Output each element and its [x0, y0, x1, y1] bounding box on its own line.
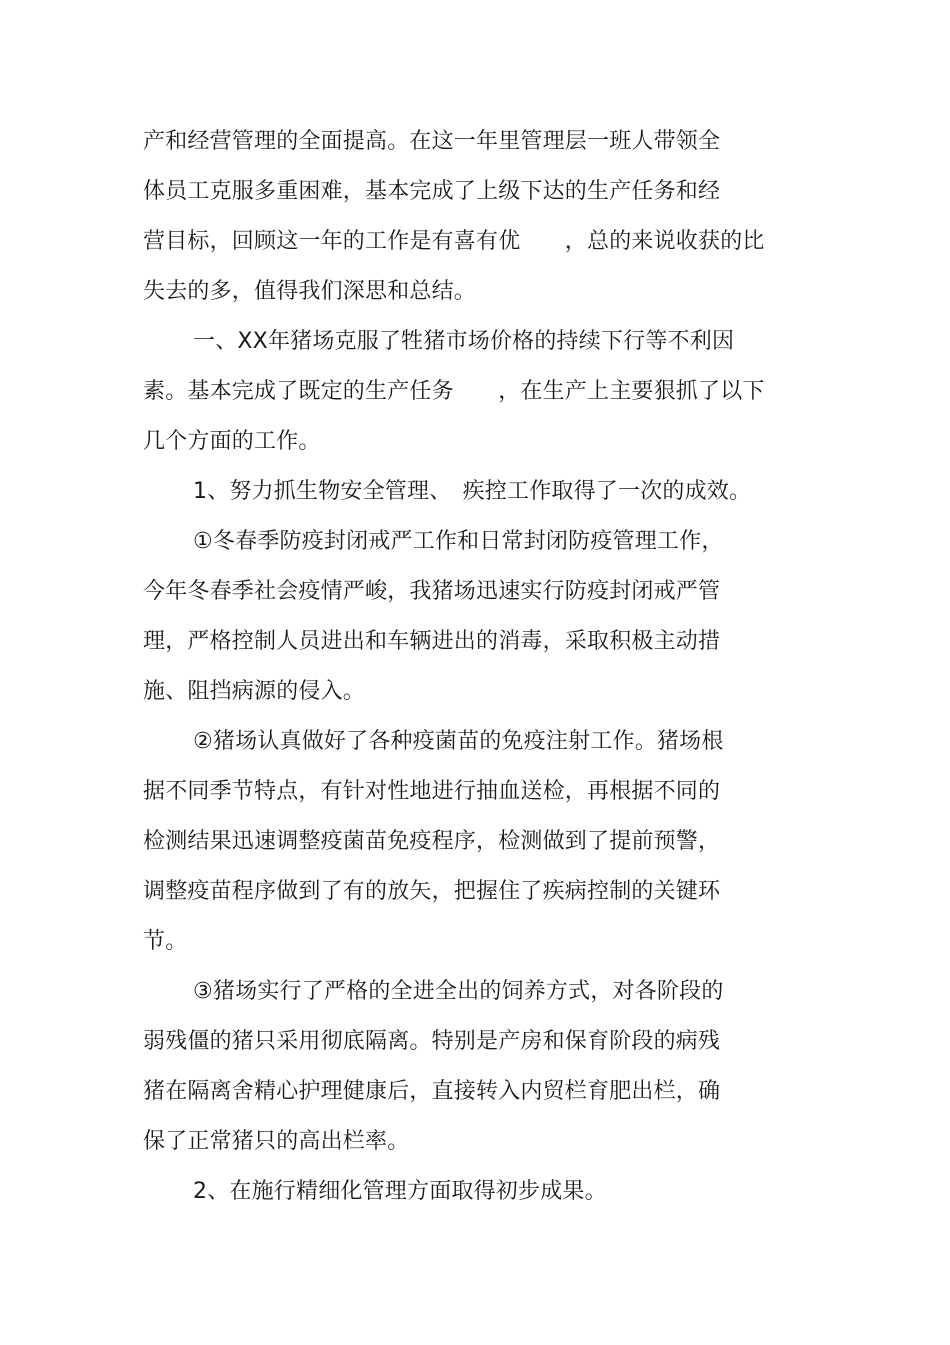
text-line: 检测结果迅速调整疫菌苗免疫程序，检测做到了提前预警，: [143, 829, 721, 854]
text-line: 失去的多，值得我们深思和总结。: [143, 279, 477, 304]
text-line: 保了正常猪只的高出栏率。: [143, 1129, 410, 1154]
text-line: 素。基本完成了既定的生产任务 ，在生产上主要狠抓了以下: [143, 379, 765, 404]
text-line: 调整疫苗程序做到了有的放矢，把握住了疾病控制的关键环: [143, 879, 721, 904]
section-heading-line: 1、努力抓生物安全管理、 疾控工作取得了一次的成效。: [193, 479, 752, 504]
text-line: 节。: [143, 929, 188, 954]
paragraph-start-line: 一、XX年猪场克服了牲猪市场价格的持续下行等不利因: [193, 329, 735, 354]
section-heading-line: 2、在施行精细化管理方面取得初步成果。: [193, 1179, 607, 1204]
text-line: 弱残僵的猪只采用彻底隔离。特别是产房和保育阶段的病残: [143, 1029, 721, 1054]
paragraph-start-line: ③猪场实行了严格的全进全出的饲养方式，对各阶段的: [193, 979, 724, 1004]
text-line: 几个方面的工作。: [143, 429, 321, 454]
paragraph-start-line: ①冬春季防疫封闭戒严工作和日常封闭防疫管理工作，: [193, 529, 724, 554]
text-line: 产和经营管理的全面提高。在这一年里管理层一班人带领全: [143, 129, 721, 154]
text-line: 今年冬春季社会疫情严峻，我猪场迅速实行防疫封闭戒严管: [143, 579, 721, 604]
text-line: 营目标，回顾这一年的工作是有喜有优 ，总的来说收获的比: [143, 229, 765, 254]
text-line: 施、阻挡病源的侵入。: [143, 679, 366, 704]
paragraph-start-line: ②猪场认真做好了各种疫菌苗的免疫注射工作。猪场根: [193, 729, 724, 754]
text-line: 据不同季节特点，有针对性地进行抽血送检，再根据不同的: [143, 779, 721, 804]
text-line: 体员工克服多重困难，基本完成了上级下达的生产任务和经: [143, 179, 721, 204]
text-line: 猪在隔离舍精心护理健康后，直接转入内贸栏育肥出栏，确: [143, 1079, 721, 1104]
text-line: 理，严格控制人员进出和车辆进出的消毒，采取积极主动措: [143, 629, 721, 654]
